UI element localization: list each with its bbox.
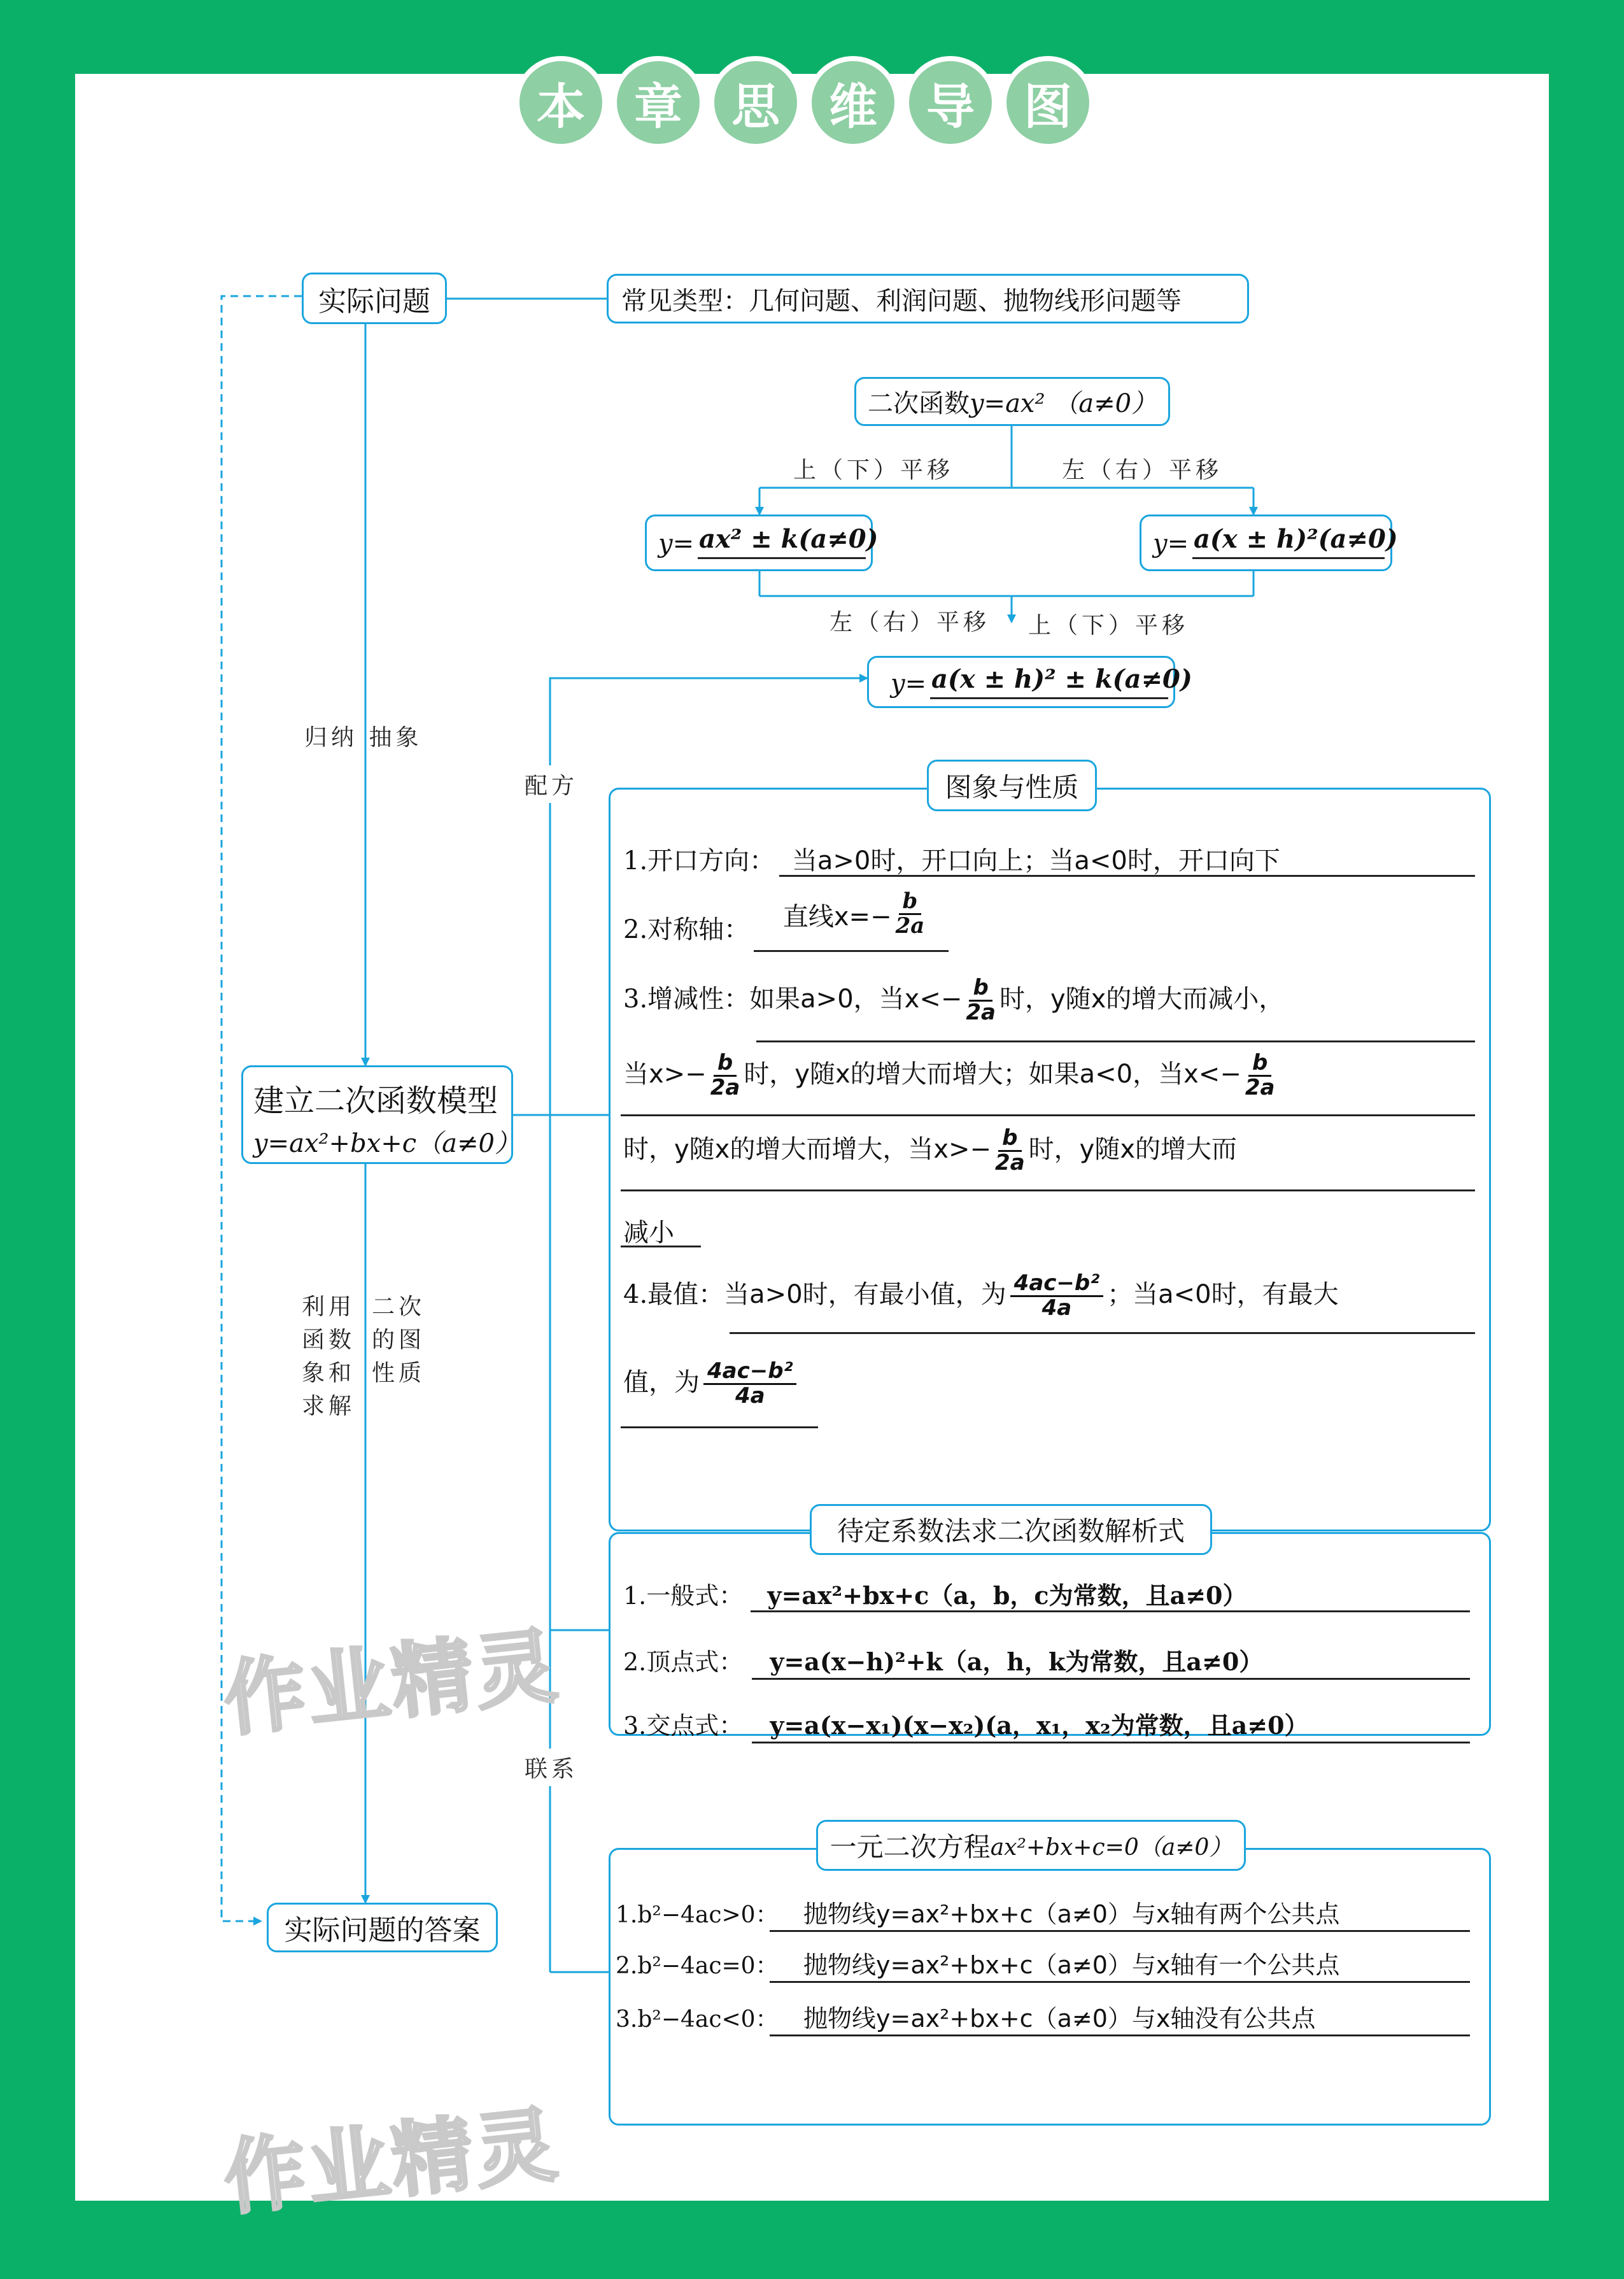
frac-num: 4ac−b²: [1010, 1272, 1103, 1297]
prop-row-3b: [623, 1052, 1278, 1099]
prop4-c: 值，为: [623, 1368, 700, 1398]
prop2-frac: [896, 890, 925, 937]
prop3-e: 时，y随x的增大而增大，当x>−: [623, 1135, 992, 1165]
basic-func-expr: y=ax² （a≠0）: [969, 389, 1157, 418]
und2-label: 2.顶点式：: [623, 1648, 744, 1676]
use-graph-c1-4: 求解: [302, 1393, 356, 1419]
eq1-label: 1.b²−4ac>0：: [616, 1902, 779, 1928]
node-basic-function: [854, 377, 1170, 426]
und3-label: 3.交点式：: [623, 1712, 744, 1740]
label-induce-abstract: 归纳 抽象: [304, 725, 423, 751]
prop3-frac-3: [1245, 1052, 1275, 1099]
prop1-label: 1.开口方向：: [623, 846, 775, 876]
eq-row-3: [616, 1999, 1315, 2034]
node-model: [241, 1065, 520, 1164]
model-expr: y=ax²+bx+c（a≠0）: [253, 1129, 520, 1158]
node-answer: 实际问题的答案: [267, 1903, 498, 1952]
eq3-label: 3.b²−4ac<0：: [616, 2006, 779, 2033]
prop3-frac-2: [710, 1052, 740, 1099]
use-graph-c1-1: 利用: [302, 1294, 356, 1320]
node-shift-lr: [1140, 515, 1398, 571]
und-row-2: [623, 1642, 1263, 1677]
title-char-3: 思: [709, 56, 802, 149]
vertex-formula: a(x ± h)² ± k(a≠0): [931, 664, 1192, 694]
frac-den: 2a: [966, 999, 996, 1025]
vertex-prefix: y=: [891, 669, 927, 699]
und2-underline: [752, 1678, 1470, 1680]
label-up-down-2: 上（下）平移: [1028, 613, 1189, 639]
title-char-6: 图: [1001, 56, 1094, 149]
shift-ud-prefix: y=: [658, 529, 695, 558]
prop4-b: ；当a<0时，有最大: [1107, 1280, 1339, 1310]
eq1-text: 抛物线y=ax²+bx+c（a≠0）与x轴有两个公共点: [803, 1900, 1340, 1928]
eq1-underline: [770, 1930, 1470, 1932]
model-title: 建立二次函数模型: [253, 1083, 498, 1119]
eq2-text: 抛物线y=ax²+bx+c（a≠0）与x轴有一个公共点: [803, 1951, 1340, 1979]
shift-ud-underline: [698, 557, 866, 559]
equation-title-prefix: 一元二次方程: [830, 1831, 991, 1863]
prop4-a: 当a>0时，有最小值，为: [724, 1280, 1006, 1310]
prop2-underline: [754, 950, 949, 952]
page-canvas: [75, 74, 1549, 2227]
node-vertex-form: [867, 656, 1192, 708]
frac-den: 2a: [1245, 1074, 1275, 1100]
prop3-b: 时，y随x的增大而减小，: [999, 984, 1285, 1014]
eq2-underline: [770, 1981, 1470, 1983]
prop-row-1: [623, 841, 1280, 877]
eq2-label: 2.b²−4ac=0：: [616, 1953, 779, 1979]
frac-den: 4a: [735, 1382, 765, 1409]
prop1-underline: [779, 875, 1475, 877]
undetermined-box: [609, 1516, 1491, 1740]
prop-row-3a: [623, 977, 1284, 1024]
label-complete-square: 配方: [525, 765, 578, 803]
node-practical-problem: 实际问题: [302, 273, 447, 324]
prop-row-4b: [623, 1360, 800, 1407]
equation-title: [816, 1820, 1246, 1871]
frac-den: 2a: [895, 912, 925, 939]
use-graph-c1-2: 函数: [302, 1327, 356, 1353]
prop-row-4a: [623, 1272, 1339, 1319]
eq3-text: 抛物线y=ax²+bx+c（a≠0）与x轴没有公共点: [803, 2005, 1316, 2033]
prop-row-2: [623, 890, 928, 946]
label-up-down-1: 上（下）平移: [793, 457, 954, 483]
shift-lr-prefix: y=: [1153, 529, 1189, 558]
use-graph-c2-3: 性质: [372, 1360, 426, 1386]
frac-den: 2a: [710, 1074, 740, 1100]
vertex-underline: [930, 697, 1168, 699]
properties-title: 图象与性质: [927, 760, 1097, 811]
shift-ud-formula: ax² ± k(a≠0): [699, 524, 879, 554]
prop2-label: 2.对称轴：: [623, 915, 750, 944]
prop3-label: 3.增减性：: [623, 984, 750, 1014]
properties-box: [609, 771, 1491, 1531]
label-left-right-1: 左（右）平移: [1062, 457, 1223, 483]
prop3-g: 减小: [623, 1218, 674, 1247]
prop3-underline-3: [621, 1189, 1475, 1191]
watermark-2: 作业精灵: [219, 2097, 564, 2227]
use-graph-c1-3: 象和: [302, 1360, 356, 1386]
basic-func-prefix: 二次函数: [867, 389, 970, 418]
use-graph-c2-2: 的图: [372, 1327, 426, 1353]
und3-underline: [752, 1742, 1470, 1743]
prop3-c: 当x>−: [623, 1060, 707, 1090]
eq-row-2: [616, 1945, 1339, 1980]
title-char-4: 维: [807, 56, 900, 149]
und1-text: y=ax²+bx+c（a，b，c为常数，且a≠0）: [767, 1581, 1247, 1610]
shift-lr-formula: a(x ± h)²(a≠0): [1194, 524, 1398, 554]
frac-den: 4a: [1041, 1295, 1072, 1321]
frac-num: b: [1248, 1052, 1271, 1077]
label-relation: 联系: [525, 1749, 578, 1786]
prop4-frac-1: [1010, 1272, 1103, 1319]
eq3-underline: [770, 2034, 1470, 2036]
prop3-frac-1: [966, 977, 996, 1024]
prop4-underline-2: [621, 1426, 818, 1428]
prop3-underline-1: [756, 1040, 1475, 1042]
frac-num: b: [899, 890, 922, 915]
prop1-text: 当a>0时，开口向上；当a<0时，开口向下: [791, 846, 1280, 876]
und1-underline: [751, 1610, 1470, 1612]
prop4-frac-2: [703, 1360, 796, 1407]
prop2-text: 直线x=−: [782, 902, 892, 932]
node-common-types: 常见类型：几何问题、利润问题、抛物线形问题等: [607, 274, 1249, 323]
frac-num: b: [714, 1052, 737, 1077]
prop4-underline-1: [730, 1332, 1475, 1334]
title-char-1: 本: [514, 56, 607, 149]
frac-num: 4ac−b²: [703, 1360, 796, 1385]
und-row-3: [623, 1706, 1309, 1741]
prop3-d: 时，y随x的增大而增大；如果a<0，当x<−: [744, 1060, 1241, 1090]
use-graph-c2-1: 二次: [372, 1294, 426, 1320]
equation-box: [609, 1831, 1491, 2126]
prop3-underline-4: [621, 1246, 701, 1247]
title-char-5: 导: [904, 56, 997, 149]
prop3-a: 如果a>0，当x<−: [749, 984, 963, 1014]
watermark-1: 作业精灵: [219, 1618, 564, 1749]
frac-num: b: [998, 1127, 1021, 1152]
und-row-1: [623, 1576, 1246, 1611]
prop3-f: 时，y随x的增大而: [1028, 1135, 1237, 1165]
title-char-2: 章: [612, 56, 705, 149]
prop3-underline-2: [621, 1114, 1475, 1116]
frac-den: 2a: [995, 1149, 1025, 1175]
shift-lr-underline: [1192, 557, 1385, 559]
prop3-frac-4: [995, 1127, 1025, 1174]
und1-label: 1.一般式：: [623, 1582, 744, 1610]
frac-num: b: [969, 977, 992, 1002]
prop-row-3c: [623, 1127, 1237, 1174]
node-shift-ud: [645, 515, 879, 571]
label-left-right-2: 左（右）平移: [830, 609, 991, 635]
undetermined-title: 待定系数法求二次函数解析式: [810, 1504, 1212, 1555]
prop-row-3d: [623, 1212, 674, 1249]
und2-text: y=a(x−h)²+k（a，h，k为常数，且a≠0）: [770, 1647, 1264, 1676]
prop4-label: 4.最值：: [623, 1280, 724, 1310]
und3-text: y=a(x−x₁)(x−x₂)(a，x₁，x₂为常数，且a≠0）: [770, 1711, 1309, 1740]
equation-title-expr: ax²+bx+c=0（a≠0）: [990, 1834, 1232, 1861]
eq-row-1: [616, 1894, 1339, 1929]
